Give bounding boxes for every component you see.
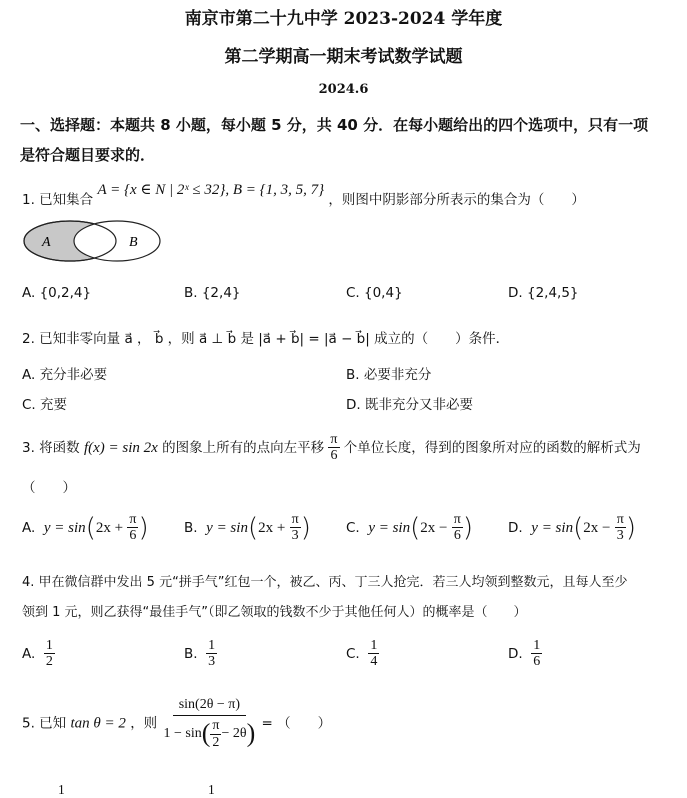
q5-options-partial-2: 1 xyxy=(208,782,215,797)
q1-sets: A = {x ∈ N | 2ˣ ≤ 32}, B = {1, 3, 5, 7} xyxy=(97,182,325,198)
venn-label-a: A xyxy=(42,235,51,250)
q1-stem: 1. 已知集合 A = {x ∈ N | 2ˣ ≤ 32}, B = {1, 3, 5, 7} ，则图中阴影部分所表示的集合为（ ） xyxy=(22,182,585,208)
q3-paren: （ ） xyxy=(22,480,76,496)
q3-stem: 3. 将函数 f(x) = sin 2x 的图象上所有的点向左平移 $\frac{\pi}{6}$ 个单位长度，得到的图象所对应的函数的解析式为 xyxy=(22,432,641,464)
q1-option-b: B. {2,4} xyxy=(184,285,241,301)
q2-option-b: B. 必要非充分 xyxy=(346,367,432,383)
q3-function: f(x) = sin 2x xyxy=(83,439,158,456)
exam-title: 南京市第二十九中学 2023-2024 学年度 xyxy=(184,9,503,29)
q5-expression: sin(2θ − π) 1 − sin( $\frac{\pi}{2}$ − 2θ) xyxy=(163,697,256,750)
q3-option-b: B. y = sin(2x + $\frac{\pi}{3}$ ) xyxy=(184,512,311,544)
q2-option-c: C. 充要 xyxy=(22,397,68,413)
section-heading-line2: 是符合题目要求的． xyxy=(20,146,156,164)
q5-condition: tan θ = 2 xyxy=(70,715,126,732)
q4-stem-line1: 4. 甲在微信群中发出 5 元“拼手气”红包一个，被乙、丙、丁三人抢完．若三人均领到整数元，且每人至少 xyxy=(22,575,628,590)
q2-option-a: A. 充分非必要 xyxy=(22,367,108,383)
q3-option-a: A. y = sin(2x + $\frac{\pi}{6}$ ) xyxy=(22,512,149,544)
q1-option-d: D. {2,4,5} xyxy=(508,285,579,301)
q1-option-c: C. {0,4} xyxy=(346,285,403,301)
q2-stem: 2. 已知非零向量 a⃗ ， b⃗ ，则 a⃗ ⊥ b⃗ 是 |a⃗ + b⃗| = |a⃗ − b⃗| 成立的（ ）条件． xyxy=(22,331,510,347)
exam-subtitle: 第二学期高一期末考试数学试题 xyxy=(224,47,463,67)
q3-option-c: C. y = sin(2x − $\frac{\pi}{6}$ ) xyxy=(346,512,474,544)
q4-stem-line2: 领到 1 元，则乙获得“最佳手气”（即乙领取的钱数不少于其他任何人）的概率是（ ） xyxy=(22,605,527,620)
q5-stem: 5. 已知 tan θ = 2 ，则 sin(2θ − π) 1 − sin( $\frac{\pi}{2}$ − 2θ) = （ ） xyxy=(22,697,332,750)
q4-option-b: B. $\frac{1}{3}$ xyxy=(184,638,216,670)
q4-option-c: C. $\frac{1}{4}$ xyxy=(346,638,378,670)
venn-diagram xyxy=(22,220,162,264)
exam-date: 2024.6 xyxy=(318,82,369,97)
q3-option-d: D. y = sin(2x − $\frac{\pi}{3}$ ) xyxy=(508,512,636,544)
q3-shift-fraction: $\frac{\pi}{6}$ xyxy=(330,432,338,464)
q4-option-d: D. $\frac{1}{6}$ xyxy=(508,638,541,670)
venn-label-b: B xyxy=(129,235,138,250)
q1-option-a: A. {0,2,4} xyxy=(22,285,92,301)
section-heading-line1: 一、选择题：本题共 8 小题，每小题 5 分，共 40 分．在每小题给出的四个选项中，只有一项 xyxy=(20,116,649,134)
q4-option-a: A. $\frac{1}{2}$ xyxy=(22,638,53,670)
q5-options-partial-1: 1 xyxy=(58,782,65,797)
q2-option-d: D. 既非充分又非必要 xyxy=(346,397,473,413)
